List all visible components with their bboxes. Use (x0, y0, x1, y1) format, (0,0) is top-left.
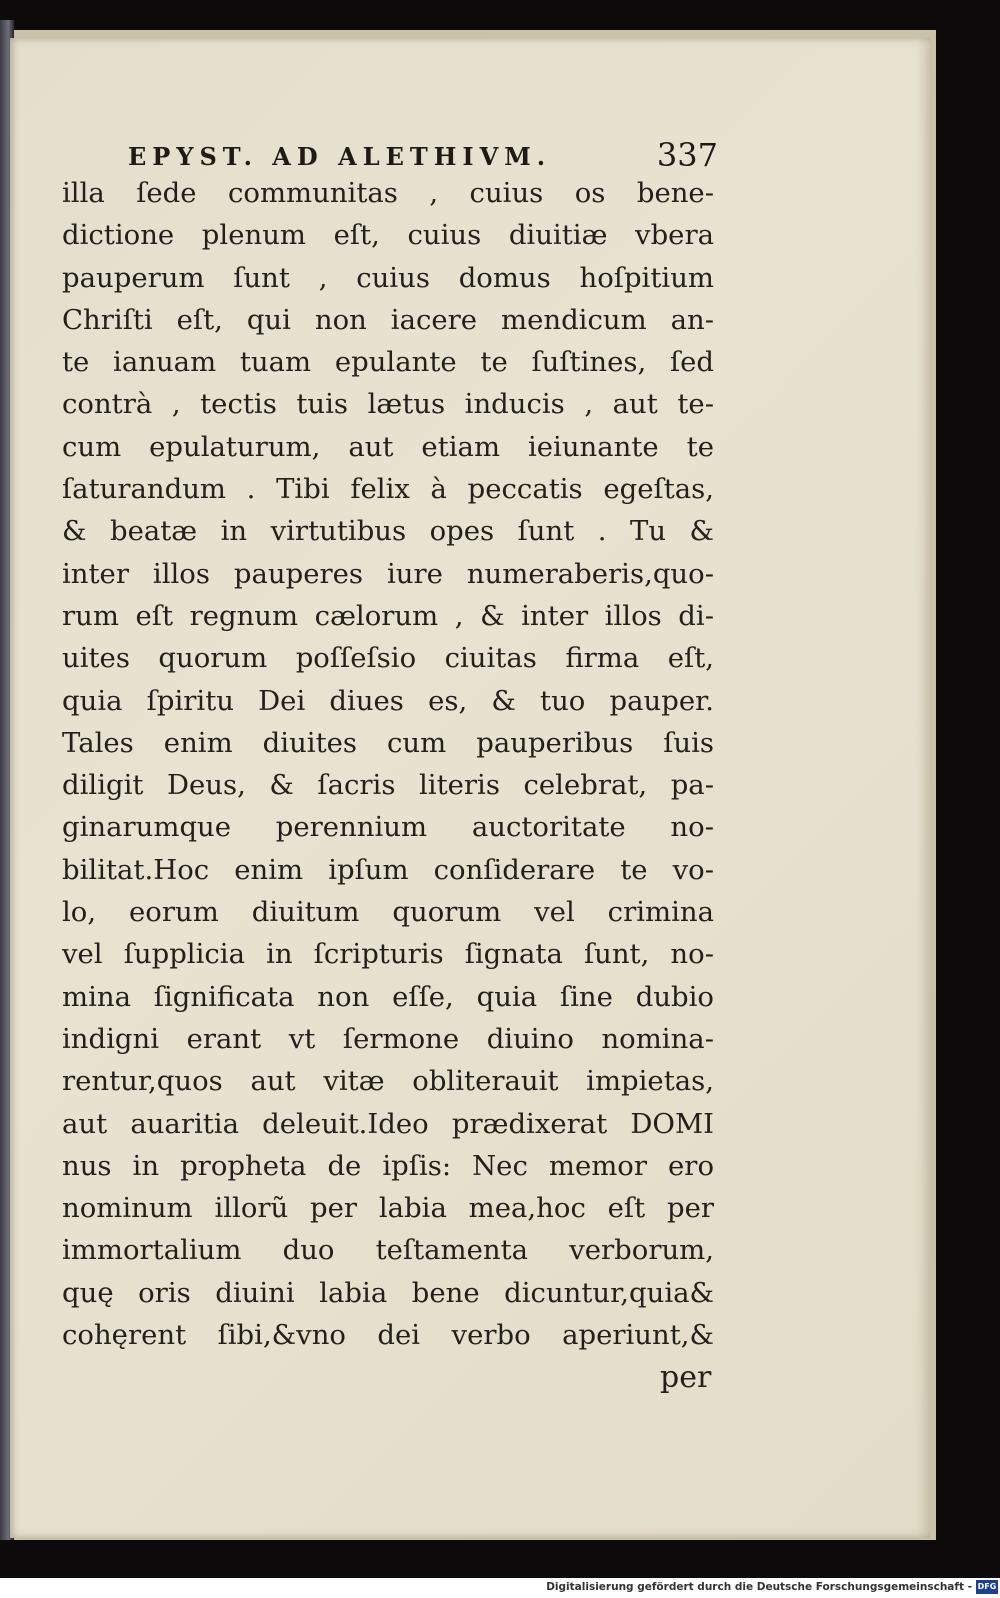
text-line: Tales enim diuites cum pauperibus ſuis (62, 726, 714, 759)
text-line: indigni erant vt ſermone diuino nomina- (62, 1022, 714, 1055)
text-line: nus in propheta de ipſis: Nec memor ero (62, 1149, 714, 1182)
text-line: aut auaritia deleuit.Ideo prædixerat DOMI (62, 1107, 714, 1140)
book-page (10, 38, 930, 1538)
text-line: dictione plenum eſt, cuius diuitiæ vbera (62, 219, 714, 252)
text-line: ginarumque perennium auctoritate no- (62, 811, 714, 844)
text-line: ſaturandum . Tibi felix à peccatis egeſtas, (62, 473, 714, 506)
running-head: EPYST. AD ALETHIVM. (128, 142, 552, 171)
text-line: vel ſupplicia in ſcripturis ſignata ſunt, no- (62, 938, 714, 971)
text-line: diligit Deus, & ſacris literis celebrat, pa- (62, 769, 714, 802)
text-line: immortalium duo teſtamenta verborum, (62, 1234, 714, 1267)
text-line: Chriſti eſt, qui non iacere mendicum an- (62, 303, 714, 336)
text-line: cohęrent ſibi,&vno dei verbo aperiunt,& (62, 1319, 714, 1352)
text-line: quia ſpiritu Dei diues es, & tuo pauper. (62, 684, 714, 717)
text-line: pauperum ſunt , cuius domus hoſpitium (62, 261, 714, 294)
text-line: illa ſede communitas , cuius os bene- (62, 177, 714, 209)
page-number: 337 (656, 136, 718, 174)
text-line: uites quorum poſſeſsio ciuitas firma eſt, (62, 642, 714, 675)
text-line: quę oris diuini labia bene dicuntur,quia& (62, 1276, 714, 1309)
dfg-logo: DFG (976, 1580, 998, 1594)
text-line: inter illos pauperes iure numeraberis,quo- (62, 557, 714, 590)
catchword: per (660, 1360, 712, 1395)
text-line: cum epulaturum, aut etiam ieiunante te (62, 430, 714, 463)
digitization-credit: Digitalisierung gefördert durch die Deutsche Forschungsgemeinschaft - (546, 1581, 972, 1593)
text-line: nominum illorũ per labia mea,hoc eſt per (62, 1192, 714, 1225)
page-header (128, 136, 718, 176)
text-line: bilitat.Hoc enim ipſum conſiderare te vo- (62, 853, 714, 886)
text-line: contrà , tectis tuis lætus inducis , aut te- (62, 388, 714, 421)
text-line: te ianuam tuam epulante te ſuſtines, ſed (62, 346, 714, 379)
text-line: mina ſignificata non eſſe, quia ſine dubio (62, 980, 714, 1013)
text-line: rentur,quos aut vitæ obliterauit impietas, (62, 1065, 714, 1098)
text-line: rum eſt regnum cælorum , & inter illos di- (62, 599, 714, 632)
text-line: & beatæ in virtutibus opes ſunt . Tu & (62, 515, 714, 548)
text-line: lo, eorum diuitum quorum vel crimina (62, 896, 714, 929)
body-text (62, 172, 714, 1356)
